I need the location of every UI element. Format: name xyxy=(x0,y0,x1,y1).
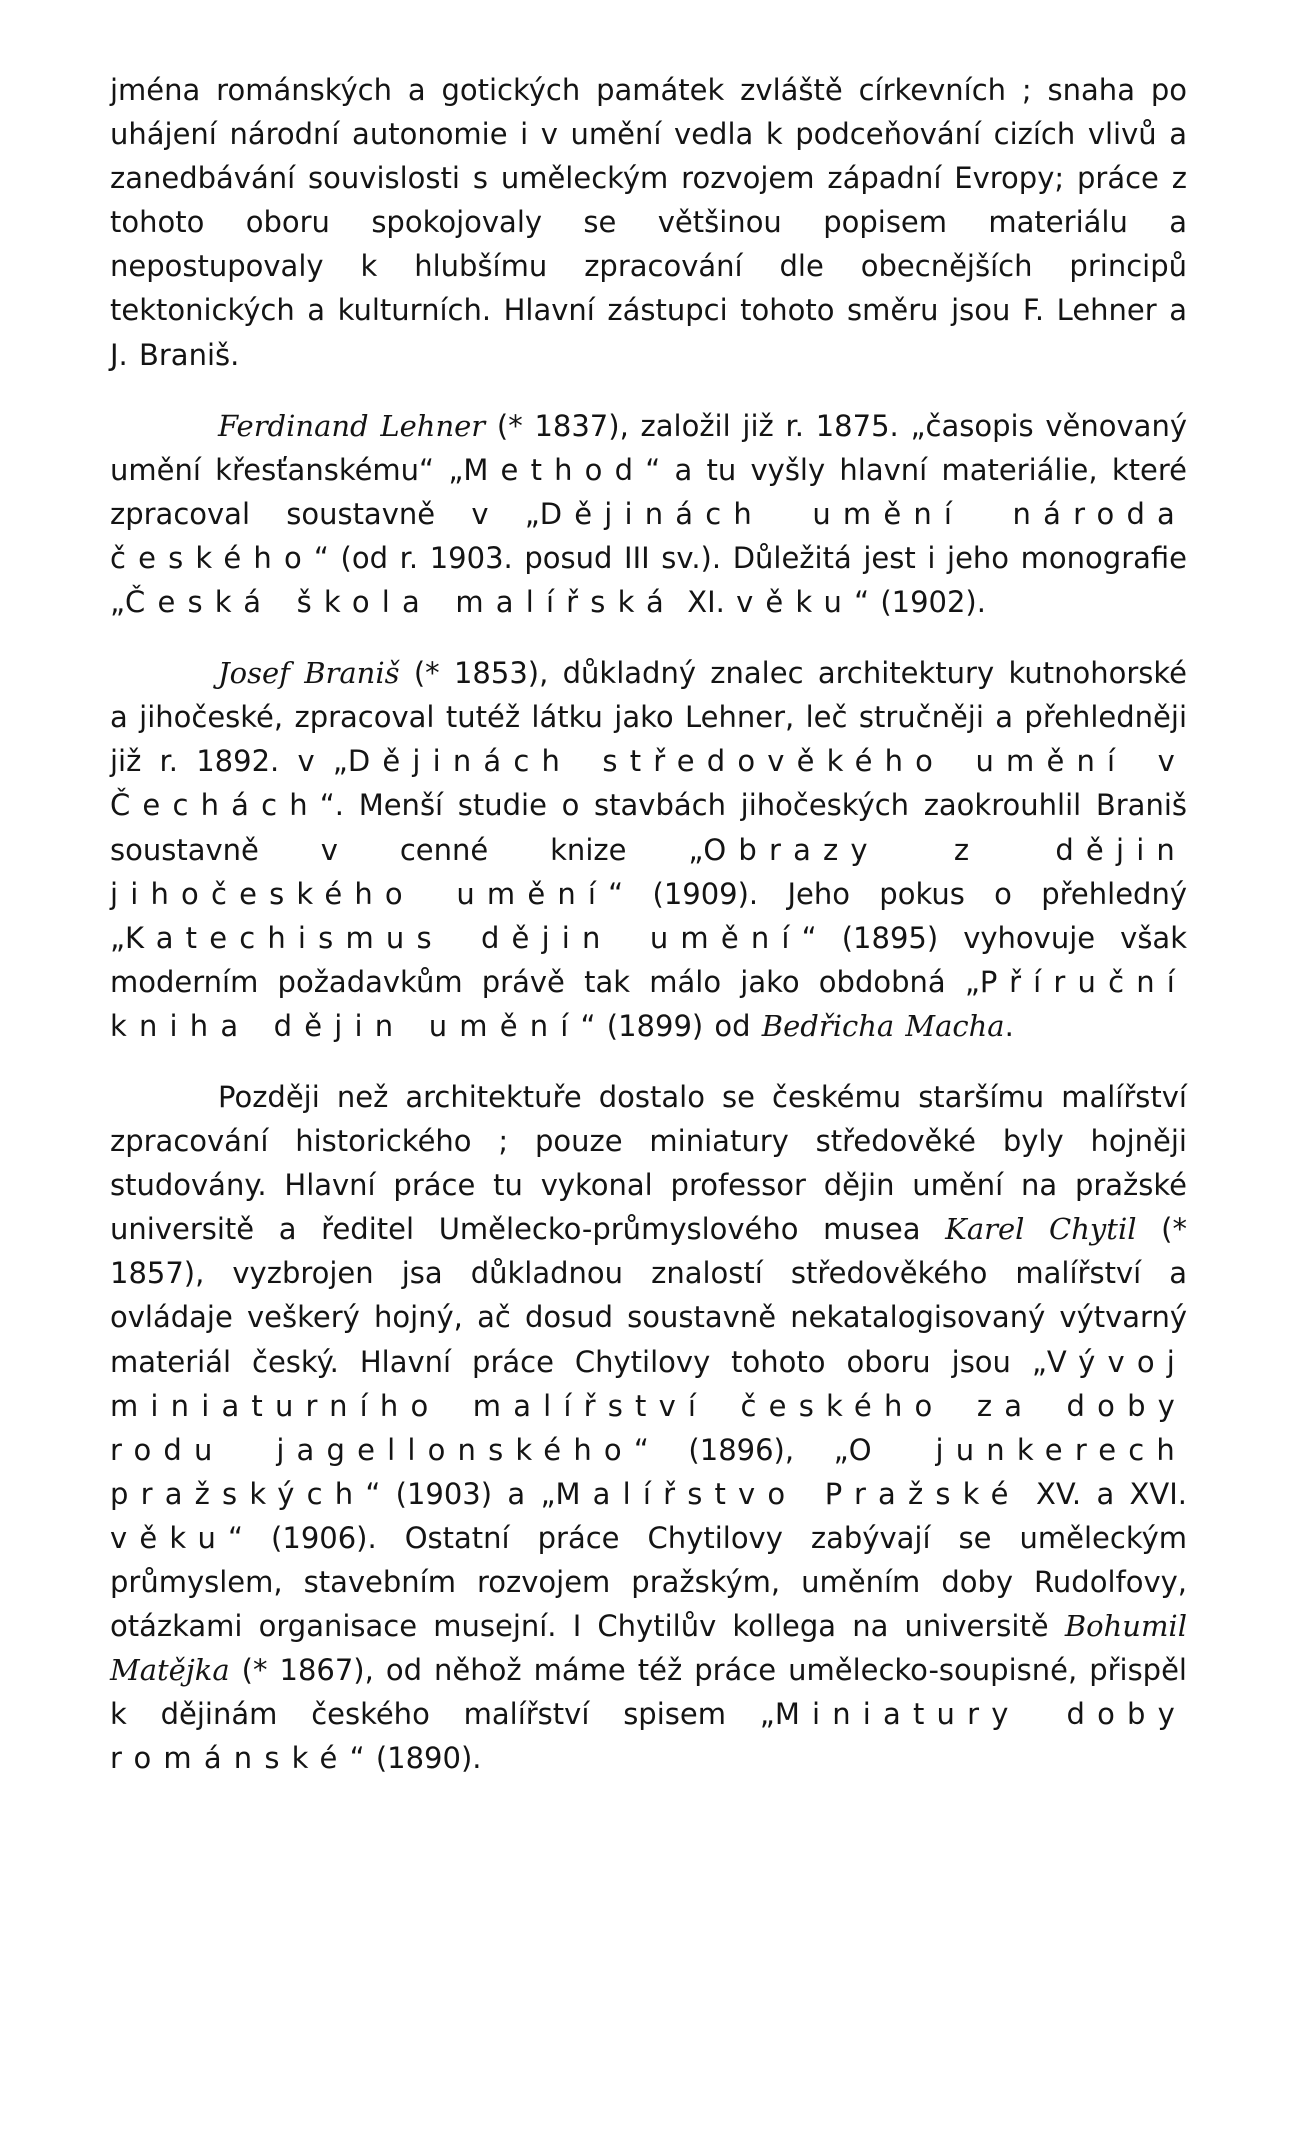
paragraph-chytil-text-run: (* 1857), vyzbrojen jsa důkladnou znalostí středověkého malířství a ovládaje veškerý hojný, ač dosud soustavně nekatalogisovaný výtvarný materiál český. Hlavní práce Chytilovy tohoto oboru jsou „ xyxy=(110,1212,1187,1379)
paragraph-chytil-text-run: “ (1906). Ostatní práce Chytilovy zabývají se uměleckým průmyslem, stavebním rozvojem pražským, uměním doby Rudolfovy, otázkami organisace musejní. I Chytilův kollega na universitě xyxy=(110,1520,1187,1644)
paragraph-intro xyxy=(110,68,1187,377)
paragraph-branis-text-run: (* 1853), důkladný znalec architektury kutnohorské a jihočeské, zpracoval tutéž látku jako Lehner, leč stručněji a přehledněji již r. 1892. v „ xyxy=(110,656,1187,779)
paragraph-chytil-text-run: “ (1890). xyxy=(349,1741,482,1776)
paragraph-chytil-spaced-title: Malířstvo Pražské xyxy=(555,1476,1021,1511)
paragraph-lehner-text-run: XI. xyxy=(675,585,737,620)
paragraph-lehner-spaced-title: Method xyxy=(463,452,646,487)
document-page xyxy=(110,68,1187,1780)
paragraph-lehner-spaced-title: věku xyxy=(736,585,855,620)
paragraph-branis-italic-text: Bedřicha Macha xyxy=(761,1008,1005,1043)
paragraph-chytil-text-run: Později než architektuře dostalo se českému staršímu malířství zpracování historického ; pouze miniatury středověké byly hojněji studovány. Hlavní práce tu vykonal professor dějin umění na pražské universitě a ředitel Umělecko-průmyslového musea xyxy=(110,1079,1187,1247)
paragraph-lehner-text-run: (* 1837), založil již r. 1875. „časopis věnovaný umění křesťanskému“ „ xyxy=(110,408,1187,487)
paragraph-branis-spaced-title: Příruční kniha dějin umění xyxy=(110,964,1187,1043)
paragraph-chytil-text-run: (* 1867), od něhož máme též práce umělecko-soupisné, přispěl k dějinám českého malířství spisem „ xyxy=(110,1653,1187,1732)
paragraph-chytil xyxy=(110,1075,1187,1781)
paragraph-chytil-spaced-title: věku xyxy=(110,1520,229,1555)
paragraph-branis-text-run: “. Menší studie o stavbách jihočeských zaokrouhlil Braniš soustavně v cenné knize „ xyxy=(110,788,1187,867)
paragraph-lehner-text-run: “ a tu vyšly hlavní materiálie, které zpracoval soustavně v „ xyxy=(110,452,1187,531)
paragraph-chytil-text-run: “ (1903) a „ xyxy=(365,1476,556,1511)
paragraph-branis-text-run: “ (1909). Jeho pokus o přehledný „ xyxy=(110,876,1187,955)
paragraph-branis-spaced-title: Dějinách středověkého umění v Čechách xyxy=(110,744,1187,823)
paragraph-lehner xyxy=(110,404,1187,624)
paragraph-chytil-italic-text: Bohumil Matějka xyxy=(110,1609,1187,1688)
paragraph-intro-text-run: jména románských a gotických památek zvláště církevních ; snaha po uhájení národní autonomie i v umění vedla k podceňování cizích vlivů a zanedbávání souvislosti s uměleckým rozvojem západní Evropy; práce z tohoto oboru spokojovaly se většinou popisem materiálu a nepostupovaly k hlubšímu zpracování dle obecnějších principů tektonických a kulturních. Hlavní zástupci tohoto směru jsou F. Lehner a J. Braniš. xyxy=(110,73,1187,372)
paragraph-chytil-spaced-title: O junkerech pražských xyxy=(110,1432,1187,1511)
paragraph-branis-italic-text: Josef Braniš xyxy=(218,656,400,691)
paragraph-chytil-italic-text: Karel Chytil xyxy=(945,1212,1137,1247)
paragraph-lehner-text-run: “ (1902). xyxy=(854,585,986,620)
paragraph-branis-text-run: “ (1895) vyhovuje však moderním požadavkům právě tak málo jako obdobná „ xyxy=(110,920,1187,999)
paragraph-chytil-text-run: XV. a XVI. xyxy=(1020,1476,1187,1511)
paragraph-branis xyxy=(110,651,1187,1048)
paragraph-branis-spaced-title: Katechismus dějin umění xyxy=(125,920,802,955)
paragraph-chytil-spaced-title: Vývoj miniaturního malířství českého za doby rodu jagellonského xyxy=(110,1344,1187,1467)
paragraph-lehner-italic-text: Ferdinand Lehner xyxy=(218,408,486,443)
paragraph-branis-text-run: “ (1899) od xyxy=(580,1008,762,1043)
paragraph-lehner-spaced-title: Dějinách umění národa českého xyxy=(110,496,1187,575)
paragraph-lehner-spaced-title: Česká škola malířská xyxy=(125,585,676,620)
paragraph-chytil-spaced-title: Miniatury doby románské xyxy=(110,1697,1187,1776)
paragraph-chytil-text-run: “ (1896), „ xyxy=(633,1432,849,1467)
paragraph-branis-text-run: . xyxy=(1004,1008,1014,1043)
paragraph-branis-spaced-title: Obrazy z dějin jihočeského umění xyxy=(110,832,1187,911)
paragraph-lehner-text-run: “ (od r. 1903. posud III sv.). Důležitá jest i jeho monografie „ xyxy=(110,540,1187,620)
